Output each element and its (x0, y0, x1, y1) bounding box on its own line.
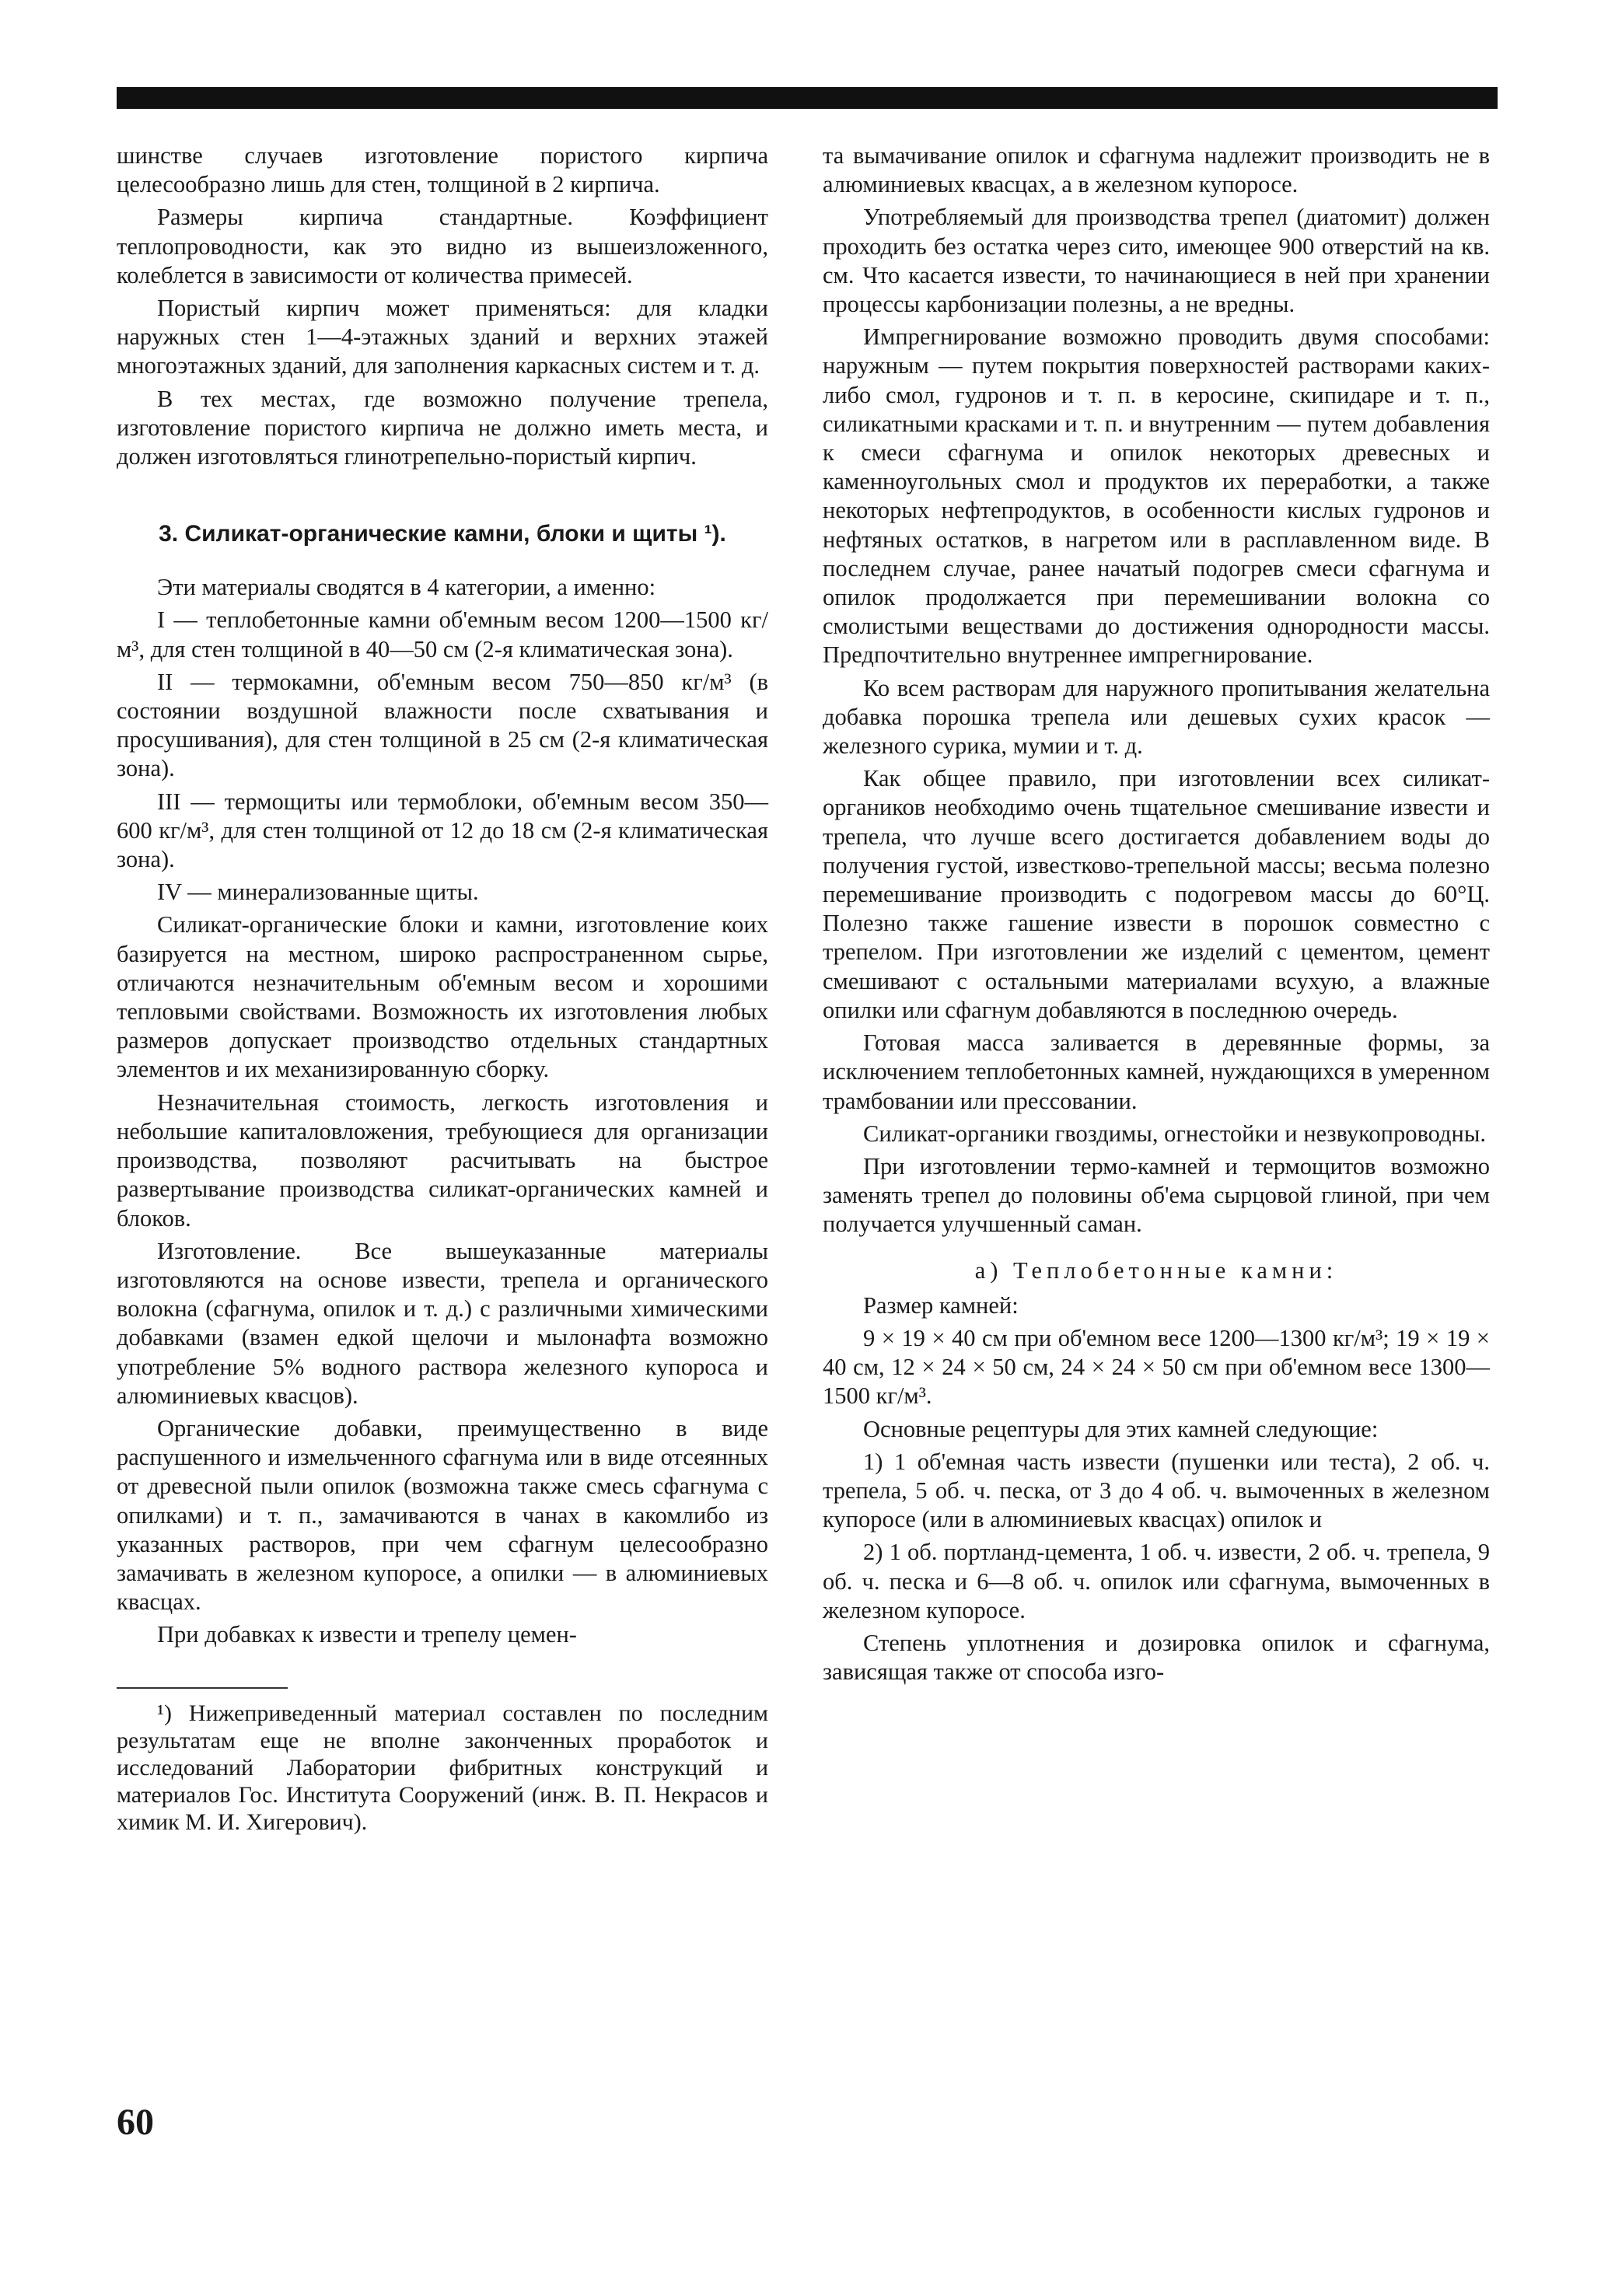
paragraph: шинстве случаев изготовление пористого кирпича целесообразно лишь для стен, толщиной в 2 кирпича. (117, 142, 768, 198)
footnote: ¹) Нижеприведенный материал составлен по последним результатам еще не вполне законченных проработок и исследований Лаборатории фибритных конструкций и материалов Гос. Института Сооружений (инж. В. П. Некрасов и химик М. И. Хигерович). (117, 1700, 768, 1835)
section-heading: 3. Силикат-органические камни, блоки и щиты ¹). (159, 521, 726, 547)
paragraph: 9 × 19 × 40 см при об'емном весе 1200—1300 кг/м³; 19 × 19 × 40 см, 12 × 24 × 50 см, 24 × 24 × 50 см при об'емном весе 1300—1500 кг/м³. (823, 1324, 1490, 1410)
right-column (823, 142, 1490, 1690)
paragraph: Употребляемый для производства трепел (диатомит) должен проходить без остатка через сито, имеющее 900 отверстий на кв. см. Что касается извести, то начинающиеся в ней при хранении процессы карбонизации полезны, а не вредны. (823, 204, 1490, 318)
paragraph: При изготовлении термо-камней и термощитов возможно заменять трепел до половины об'ема сырцовой глиной, при чем получается улучшенный саман. (823, 1152, 1490, 1238)
paragraph: Размеры кирпича стандартные. Коэффициент теплопроводности, как это видно из вышеизложенного, колеблется в зависимости от количества примесей. (117, 204, 768, 288)
paragraph: Органические добавки, преимущественно в виде распушенного и измельченного сфагнума или в виде отсеянных от древесной пыли опилок (возможна также смесь сфагнума с опилками) и т. п., замачиваются в чанах в какомлибо из указанных растворов, при чем сфагнум целесообразно замачивать в железном купоросе, а опилки — в алюминиевых квасцах. (117, 1414, 768, 1616)
paragraph: IV — минерализованные щиты. (157, 879, 479, 906)
page-number: 60 (117, 2102, 154, 2143)
top-rule (117, 87, 1498, 109)
paragraph: Изготовление. Все вышеуказанные материалы изготовляются на основе извести, трепела и органического волокна (сфагнума, опилок и т. д.) с различными химическими добавками (взамен едкой щелочи и мылонафта возможно употребление 5% водного раствора железного купороса и алюминиевых квасцов). (117, 1237, 768, 1409)
left-column (117, 142, 768, 1840)
paragraph: та вымачивание опилок и сфагнума надлежит производить не в алюминиевых квасцах, а в железном купоросе. (823, 142, 1490, 198)
paragraph: В тех местах, где возможно получение трепела, изготовление пористого кирпича не должно иметь места, и должен изготовляться глинотрепельно-пористый кирпич. (117, 385, 768, 470)
paragraph: I — теплобетонные камни об'емным весом 1200—1500 кг/м³, для стен толщиной в 40—50 см (2-я климатическая зона). (117, 606, 768, 662)
paragraph: Степень уплотнения и дозировка опилок и сфагнума, зависящая также от способа изго- (823, 1629, 1490, 1686)
paragraph: Ко всем растворам для наружного пропитывания желательна добавка порошка трепела или дешевых сухих красок — железного сурика, мумии и т. д. (823, 674, 1490, 760)
paragraph: Основные рецептуры для этих камней следующие: (863, 1415, 1379, 1442)
paragraph: Импрегнирование возможно проводить двумя способами: наружным — путем покрытия поверхностей растворами каких-либо смол, гудронов и т. п. в керосине, скипидаре и т. п., силикатными красками и т. п. и внутренним — путем добавления к смеси сфагнума и опилок некоторых древесных и каменноугольных смол и продуктов их переработки, а также некоторых нефтепродуктов, в особенности кислых гудронов и нефтяных остатков, в нагретом или в расплавленном виде. В последнем случае, ранее начатый подогрев смеси сфагнума и опилок продолжается при перемешивании волокна со смолистыми веществами до достижения однородности массы. Предпочтительно внутреннее импрегнирование. (823, 323, 1490, 669)
subsection-heading: а) Теплобетонные камни: (974, 1256, 1338, 1284)
paragraph: Пористый кирпич может применяться: для кладки наружных стен 1—4-этажных зданий и верхних этажей многоэтажных зданий, для заполнения каркасных систем и т. д. (117, 295, 768, 379)
paragraph: Как общее правило, при изготовлении всех силикат-органиков необходимо очень тщательное смешивание извести и трепела, что лучше всего достигается добавлением воды до получения густой, известково-трепельной массы; весьма полезно перемешивание производить с подогревом массы до 60°Ц. Полезно также гашение извести в порошок совместно с трепелом. При изготовлении же изделий с цементом, цемент смешивают с остальными материалами всухую, а влажные опилки или сфагнум добавляются в последнюю очередь. (823, 765, 1490, 1023)
paragraph: При добавках к извести и трепелу цемен- (157, 1621, 577, 1648)
paragraph: 2) 1 об. портланд-цемента, 1 об. ч. извести, 2 об. ч. трепела, 9 об. ч. песка и 6—8 об. ч. опилок или сфагнума, вымоченных в железном купоросе. (823, 1539, 1490, 1623)
paragraph: III — термощиты или термоблоки, об'емным весом 350—600 кг/м³, для стен толщиной от 12 до 18 см (2-я климатическая зона). (117, 788, 768, 873)
paragraph: Размер камней: (863, 1291, 1019, 1319)
paragraph: Эти материалы сводятся в 4 категории, а именно: (157, 574, 656, 601)
paragraph: Силикат-органики гвоздимы, огнестойки и незвукопроводны. (863, 1120, 1486, 1147)
paragraph: II — термокамни, об'емным весом 750—850 кг/м³ (в состоянии воздушной влажности после схватывания и просушивания), для стен толщиной в 25 см (2-я климатическая зона). (117, 668, 768, 782)
paragraph: Незначительная стоимость, легкость изготовления и небольшие капиталовложения, требующиеся для организации производства, позволяют расчитывать на быстрое развертывание производства силикат-органических камней и блоков. (117, 1089, 768, 1232)
paragraph: Готовая масса заливается в деревянные формы, за исключением теплобетонных камней, нуждающихся в умеренном трамбовании или прессовании. (823, 1029, 1490, 1114)
footnote-rule (117, 1687, 288, 1689)
paragraph: Силикат-органические блоки и камни, изготовление коих базируется на местном, широко распространенном сырье, отличаются незначительным об'емным весом и хорошими тепловыми свойствами. Возможность их изготовления любых размеров допускает производство отдельных стандартных элементов и их механизированную сборку. (117, 911, 768, 1083)
paragraph: 1) 1 об'емная часть извести (пушенки или теста), 2 об. ч. трепела, 5 об. ч. песка, от 3 до 4 об. ч. вымоченных в железном купоросе (или в алюминиевых квасцах) опилок и (823, 1448, 1490, 1533)
